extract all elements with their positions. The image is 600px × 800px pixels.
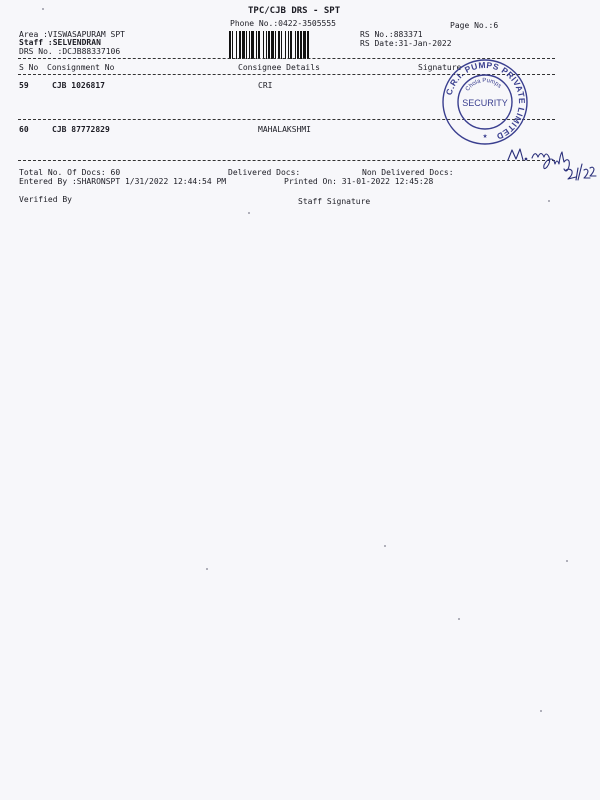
company-seal-stamp [440, 57, 530, 147]
barcode-bar [281, 31, 282, 59]
barcode-bar [258, 31, 260, 59]
column-header-consignment: Consignment No [47, 63, 115, 72]
barcode-bar [236, 31, 237, 59]
barcode-bar [229, 31, 231, 59]
row-consignment-no: CJB 87772829 [52, 125, 110, 134]
page-number: Page No.:6 [450, 21, 499, 30]
row-consignment-no: CJB 1026817 [52, 81, 105, 90]
scan-speck [566, 560, 568, 562]
delivered-docs: Delivered Docs: [228, 168, 301, 177]
seal-center-text: SECURITY [462, 98, 508, 108]
seal-inner-text: Chola Pumps [464, 77, 503, 93]
scan-speck [42, 8, 44, 10]
column-header-consignee: Consignee Details [238, 63, 320, 72]
barcode-bar [288, 31, 289, 59]
scan-speck [248, 212, 250, 214]
handwritten-signature [504, 140, 598, 184]
barcode-bar [249, 31, 250, 59]
scan-speck [548, 200, 550, 202]
column-header-sno: S No [19, 63, 39, 72]
barcode-bar [268, 31, 270, 59]
barcode-bar [246, 31, 247, 59]
row-consignee: CRI [258, 81, 273, 90]
seal-company-text: C.R.I. PUMPS PRIVATE LIMITED [443, 59, 528, 142]
barcode-bar [256, 31, 257, 59]
staff-signature-label: Staff Signature [298, 197, 371, 206]
scan-speck [540, 710, 542, 712]
scan-speck [206, 568, 208, 570]
non-delivered-docs: Non Delivered Docs: [362, 168, 454, 177]
barcode-bar [290, 31, 292, 59]
barcode-bar [303, 31, 306, 59]
row-sno: 60 [19, 125, 29, 134]
printed-on: Printed On: 31-01-2022 12:45:28 [284, 177, 434, 186]
entered-by: Entered By :SHARONSPT 1/31/2022 12:44:54 PM [19, 177, 227, 186]
barcode-bar [266, 31, 267, 59]
barcode-bar [242, 31, 245, 59]
phone-number: Phone No.:0422-3505555 [230, 19, 336, 28]
barcode-bar [300, 31, 302, 59]
barcode-bar [271, 31, 274, 59]
barcode-bar [278, 31, 280, 59]
verified-by-label: Verified By [19, 195, 72, 204]
total-docs: Total No. Of Docs: 60 [19, 168, 121, 177]
staff-field: Staff :SELVENDRAN [19, 38, 101, 47]
barcode-bar [295, 31, 296, 59]
area-field: Area :VISWASAPURAM SPT [19, 30, 125, 39]
barcode-bar [275, 31, 276, 59]
scan-speck [458, 618, 460, 620]
scan-speck [384, 545, 386, 547]
rs-number-field: RS No.:883371 [360, 30, 423, 39]
barcode-bar [251, 31, 254, 59]
star-icon: ★ [482, 131, 488, 140]
rs-date-field: RS Date:31-Jan-2022 [360, 39, 452, 48]
row-sno: 59 [19, 81, 29, 90]
barcode [228, 31, 356, 59]
divider-line [18, 160, 555, 161]
column-header-signature: Signature [418, 63, 462, 72]
barcode-bar [297, 31, 299, 59]
barcode-bar [263, 31, 264, 59]
barcode-bar [239, 31, 241, 59]
drs-number-field: DRS No. :DCJB88337106 [19, 47, 121, 56]
document-title: TPC/CJB DRS - SPT [248, 6, 341, 16]
barcode-bar [307, 31, 309, 59]
row-consignee: MAHALAKSHMI [258, 125, 311, 134]
barcode-bar [285, 31, 286, 59]
barcode-bar [232, 31, 233, 59]
